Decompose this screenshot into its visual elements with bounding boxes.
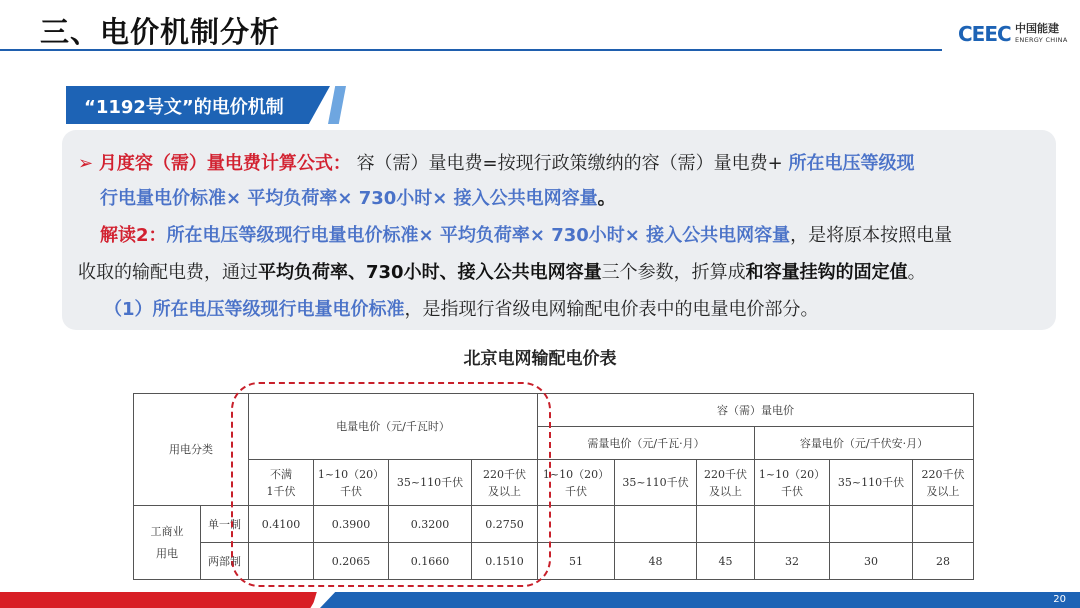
table-cell: 28 <box>913 543 974 580</box>
formula-line <box>78 149 914 175</box>
logo-chinese-name: 中国能建 <box>1015 22 1059 35</box>
bullet-arrow-icon: ➢ <box>78 153 94 174</box>
table-cell: 30 <box>830 543 913 580</box>
table-cell: 0.3200 <box>389 506 472 543</box>
parameters-bold: 平均负荷率、730小时、接入公共电网容量 <box>258 262 602 283</box>
table-cell <box>615 506 697 543</box>
col-energy-35-110kv: 35~110千伏 <box>389 460 472 506</box>
col-capacity-1-10kv: 1~10（20） 千伏 <box>755 460 830 506</box>
table-cell: 0.4100 <box>249 506 314 543</box>
point-one-line <box>104 295 819 321</box>
table-cell <box>538 506 615 543</box>
interpretation-label: 解读2： <box>100 225 167 246</box>
header-energy-price: 电量电价（元/千瓦时） <box>249 394 538 460</box>
table-cell <box>249 543 314 580</box>
footer-red-bar <box>0 592 320 608</box>
table-row <box>134 543 974 580</box>
table-cell: 51 <box>538 543 615 580</box>
footer-blue-bar <box>320 592 1080 608</box>
interpretation-line <box>100 221 952 247</box>
company-logo <box>958 20 1070 50</box>
formula-label: 月度容（需）量电费计算公式： <box>98 153 351 174</box>
col-demand-1-10kv: 1~10（20） 千伏 <box>538 460 615 506</box>
col-capacity-220kv: 220千伏 及以上 <box>913 460 974 506</box>
header-capacity-group: 容（需）量电价 <box>538 394 974 427</box>
section-tag-text: “1192号文”的电价机制 <box>84 97 284 118</box>
table-title: 北京电网输配电价表 <box>463 349 617 369</box>
col-energy-220kv: 220千伏 及以上 <box>472 460 538 506</box>
header-category: 用电分类 <box>134 394 249 506</box>
row-group-industrial: 工商业 用电 <box>134 506 201 580</box>
table-cell <box>755 506 830 543</box>
col-energy-under-1kv: 不满 1千伏 <box>249 460 314 506</box>
table-cell: 0.2750 <box>472 506 538 543</box>
table-cell <box>830 506 913 543</box>
table-row <box>134 506 974 543</box>
col-energy-1-10kv: 1~10（20） 千伏 <box>314 460 389 506</box>
table-cell: 45 <box>697 543 755 580</box>
point-one-label: （1）所在电压等级现行电量电价标准 <box>104 299 405 320</box>
title-underline <box>0 49 942 51</box>
table-cell: 48 <box>615 543 697 580</box>
table-cell: 0.1660 <box>389 543 472 580</box>
formula-highlight-1: 所在电压等级现 <box>788 153 915 174</box>
logo-english-name: ENERGY CHINA <box>1015 36 1068 44</box>
table-cell: 0.2065 <box>314 543 389 580</box>
page-title: 三、电价机制分析 <box>40 15 281 49</box>
col-demand-220kv: 220千伏 及以上 <box>697 460 755 506</box>
formula-text: 容（需）量电费=按现行政策缴纳的容（需）量电费+ <box>356 153 783 174</box>
interpretation-line-continued: 收取的输配电费，通过平均负荷率、730小时、接入公共电网容量三个参数，折算成和容量挂钩的固定值。 <box>78 262 926 283</box>
formula-line-continued: 行电量电价标准× 平均负荷率× 730小时× 接入公共电网容量。 <box>100 188 616 209</box>
fixed-value-bold: 和容量挂钩的固定值 <box>745 262 908 283</box>
point-one-text: ，是指现行省级电网输配电价表中的电量电价部分。 <box>404 299 819 320</box>
table-cell: 0.3900 <box>314 506 389 543</box>
section-tag-stripe <box>328 86 346 124</box>
section-tag <box>66 86 346 124</box>
row-label-two-part: 两部制 <box>201 543 249 580</box>
row-label-single: 单一制 <box>201 506 249 543</box>
interpretation-highlight: 所在电压等级现行电量电价标准× 平均负荷率× 730小时× 接入公共电网容量 <box>166 225 791 246</box>
header-capacity-price: 容量电价（元/千伏安·月） <box>755 427 974 460</box>
header-demand-price: 需量电价（元/千瓦·月） <box>538 427 755 460</box>
tariff-table <box>133 393 974 580</box>
logo-mark: CEEC <box>958 22 1011 46</box>
table-cell: 0.1510 <box>472 543 538 580</box>
page-number: 20 <box>1053 594 1066 605</box>
interpretation-text: ，是将原本按照电量 <box>790 225 953 246</box>
table-cell <box>697 506 755 543</box>
table-cell <box>913 506 974 543</box>
table-cell: 32 <box>755 543 830 580</box>
col-capacity-35-110kv: 35~110千伏 <box>830 460 913 506</box>
col-demand-35-110kv: 35~110千伏 <box>615 460 697 506</box>
formula-highlight-2: 行电量电价标准× 平均负荷率× 730小时× 接入公共电网容量 <box>100 188 598 209</box>
